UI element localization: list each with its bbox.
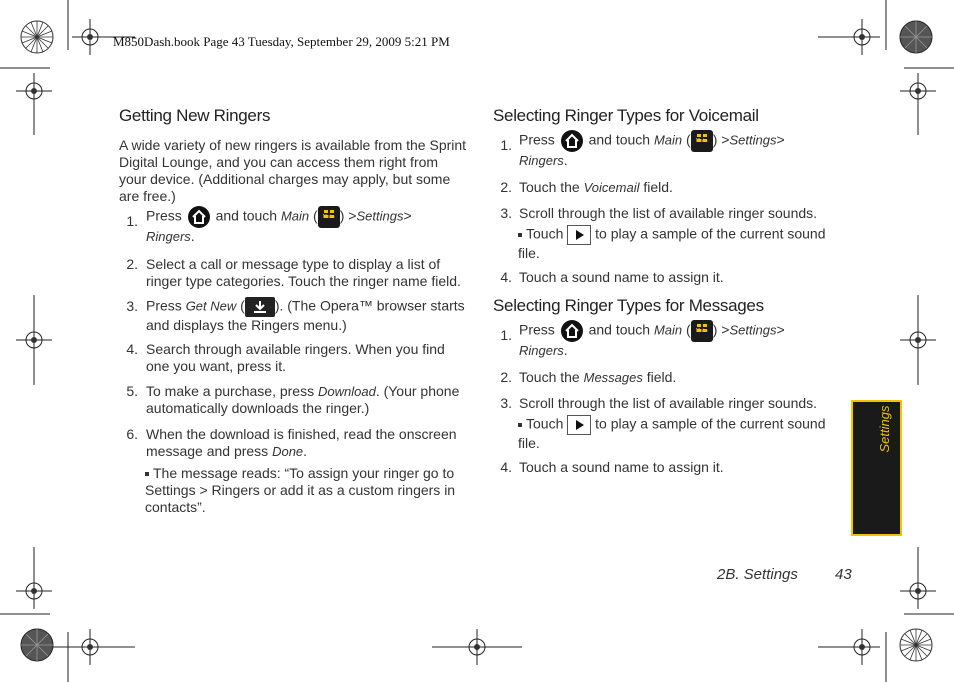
paren: ) [712, 131, 718, 148]
footer-section: 2B. Settings [717, 566, 798, 583]
list-item [146, 383, 476, 417]
note-text: The message reads: “To assign your ringer go to Settings > Ringers or add it as a custom ringers in contacts”. [145, 465, 456, 515]
step-number: 3. [500, 205, 512, 221]
settings-label: Settings [729, 132, 777, 148]
play-icon [567, 415, 591, 435]
step-text: Press [146, 297, 182, 314]
step-number: 1. [500, 137, 512, 153]
step-number: 2. [126, 256, 138, 272]
period: . [303, 443, 308, 459]
bullet-icon [518, 233, 522, 237]
list-item [519, 130, 839, 169]
step-text: Press [519, 321, 555, 338]
step-number: 3. [500, 395, 512, 411]
voicemail-label: Voicemail [583, 180, 640, 195]
list-item: Scroll through the list of available ringer sounds. [519, 205, 818, 221]
home-icon [561, 130, 583, 152]
settings-label: Settings [729, 322, 777, 338]
step-text: and touch [215, 207, 278, 224]
step-text: to play a sample of the current sound file. [518, 225, 826, 261]
step-text: and touch [588, 131, 651, 148]
step-number: 4. [500, 459, 512, 475]
chevron-separator: > [348, 207, 357, 224]
step-number: 6. [126, 426, 138, 442]
list-item: Select a call or message type to display a list of ringer type categories. Touch the ringer name field. [146, 256, 461, 289]
step-text: Press [146, 207, 182, 224]
step-number: 1. [126, 213, 138, 229]
sub-bullet [518, 415, 843, 452]
paren: ) [712, 321, 718, 338]
main-menu-icon: Main [318, 206, 340, 228]
messages-label: Messages [583, 370, 643, 385]
note-bullet [145, 465, 470, 516]
home-icon [561, 320, 583, 342]
list-item: Search through available ringers. When you find one you want, press it. [146, 341, 445, 374]
step-text: Touch [526, 225, 564, 242]
step-number: 4. [126, 341, 138, 357]
main-label: Main [280, 208, 310, 224]
tab-label: Settings [877, 405, 892, 453]
step-text: Touch the [519, 369, 580, 385]
list-item: Touch a sound name to assign it. [519, 269, 724, 285]
ringers-label: Ringers [519, 153, 564, 168]
list-item: Touch a sound name to assign it. [519, 459, 724, 475]
list-item [519, 369, 839, 386]
paren: ( [240, 297, 245, 314]
download-label: Download [317, 384, 376, 399]
step-text: and touch [588, 321, 651, 338]
home-icon [188, 206, 210, 228]
chevron-separator: > [776, 131, 785, 148]
page-number: 43 [835, 566, 852, 583]
paren: ( [313, 207, 318, 224]
step-text: Touch [526, 415, 564, 432]
step-number: 2. [500, 369, 512, 385]
bullet-icon [145, 472, 149, 476]
step-text: field. [643, 179, 673, 195]
list-item [519, 320, 839, 359]
chevron-separator: > [721, 131, 730, 148]
step-text: . (Your phone automatically downloads the ringer.) [146, 383, 460, 416]
main-label: Main [653, 322, 683, 338]
list-item [146, 206, 476, 245]
ringers-label: Ringers [519, 343, 564, 358]
step-text: to play a sample of the current sound file. [518, 415, 826, 451]
play-icon [567, 225, 591, 245]
section-title-messages: Selecting Ringer Types for Messages [493, 296, 764, 315]
list-item [146, 297, 471, 334]
settings-label: Settings [356, 208, 404, 224]
period: . [190, 228, 195, 244]
step-number: 5. [126, 383, 138, 399]
step-number: 1. [500, 327, 512, 343]
section-title-voicemail: Selecting Ringer Types for Voicemail [493, 106, 759, 125]
get-new-label: Get New [185, 298, 237, 314]
step-text: Touch the [519, 179, 580, 195]
list-item [146, 426, 476, 460]
period: . [563, 342, 568, 358]
paren: ) [339, 207, 345, 224]
done-label: Done [272, 444, 304, 459]
step-text: When the download is finished, read the onscreen message and press [146, 426, 457, 459]
step-number: 3. [126, 298, 138, 314]
step-number: 4. [500, 269, 512, 285]
chevron-separator: > [776, 321, 785, 338]
list-item: Scroll through the list of available ringer sounds. [519, 395, 818, 411]
download-icon [245, 297, 275, 317]
paren: ( [686, 131, 691, 148]
bullet-icon [518, 423, 522, 427]
sub-bullet [518, 225, 843, 262]
chevron-separator: > [403, 207, 412, 224]
main-label: Main [653, 132, 683, 148]
step-text: ). (The Opera™ browser starts and displays the Ringers menu.) [146, 297, 465, 333]
book-header: M850Dash.book Page 43 Tuesday, September 29, 2009 5:21 PM [113, 34, 450, 49]
section-tab [851, 400, 902, 536]
step-text: field. [646, 369, 677, 385]
paren: ( [686, 321, 691, 338]
list-item [519, 179, 839, 196]
step-text: To make a purchase, press [146, 383, 315, 399]
step-text: Press [519, 131, 555, 148]
main-menu-icon: Main [691, 320, 713, 342]
chevron-separator: > [721, 321, 730, 338]
intro-paragraph: A wide variety of new ringers is available from the Sprint Digital Lounge, and you can access them right from your device. (Additional charges may apply, but some are free.) [119, 137, 467, 204]
section-title-getting-new-ringers: Getting New Ringers [119, 106, 271, 125]
ringers-label: Ringers [146, 229, 191, 244]
period: . [563, 152, 568, 168]
step-number: 2. [500, 179, 512, 195]
main-menu-icon: Main [691, 130, 713, 152]
